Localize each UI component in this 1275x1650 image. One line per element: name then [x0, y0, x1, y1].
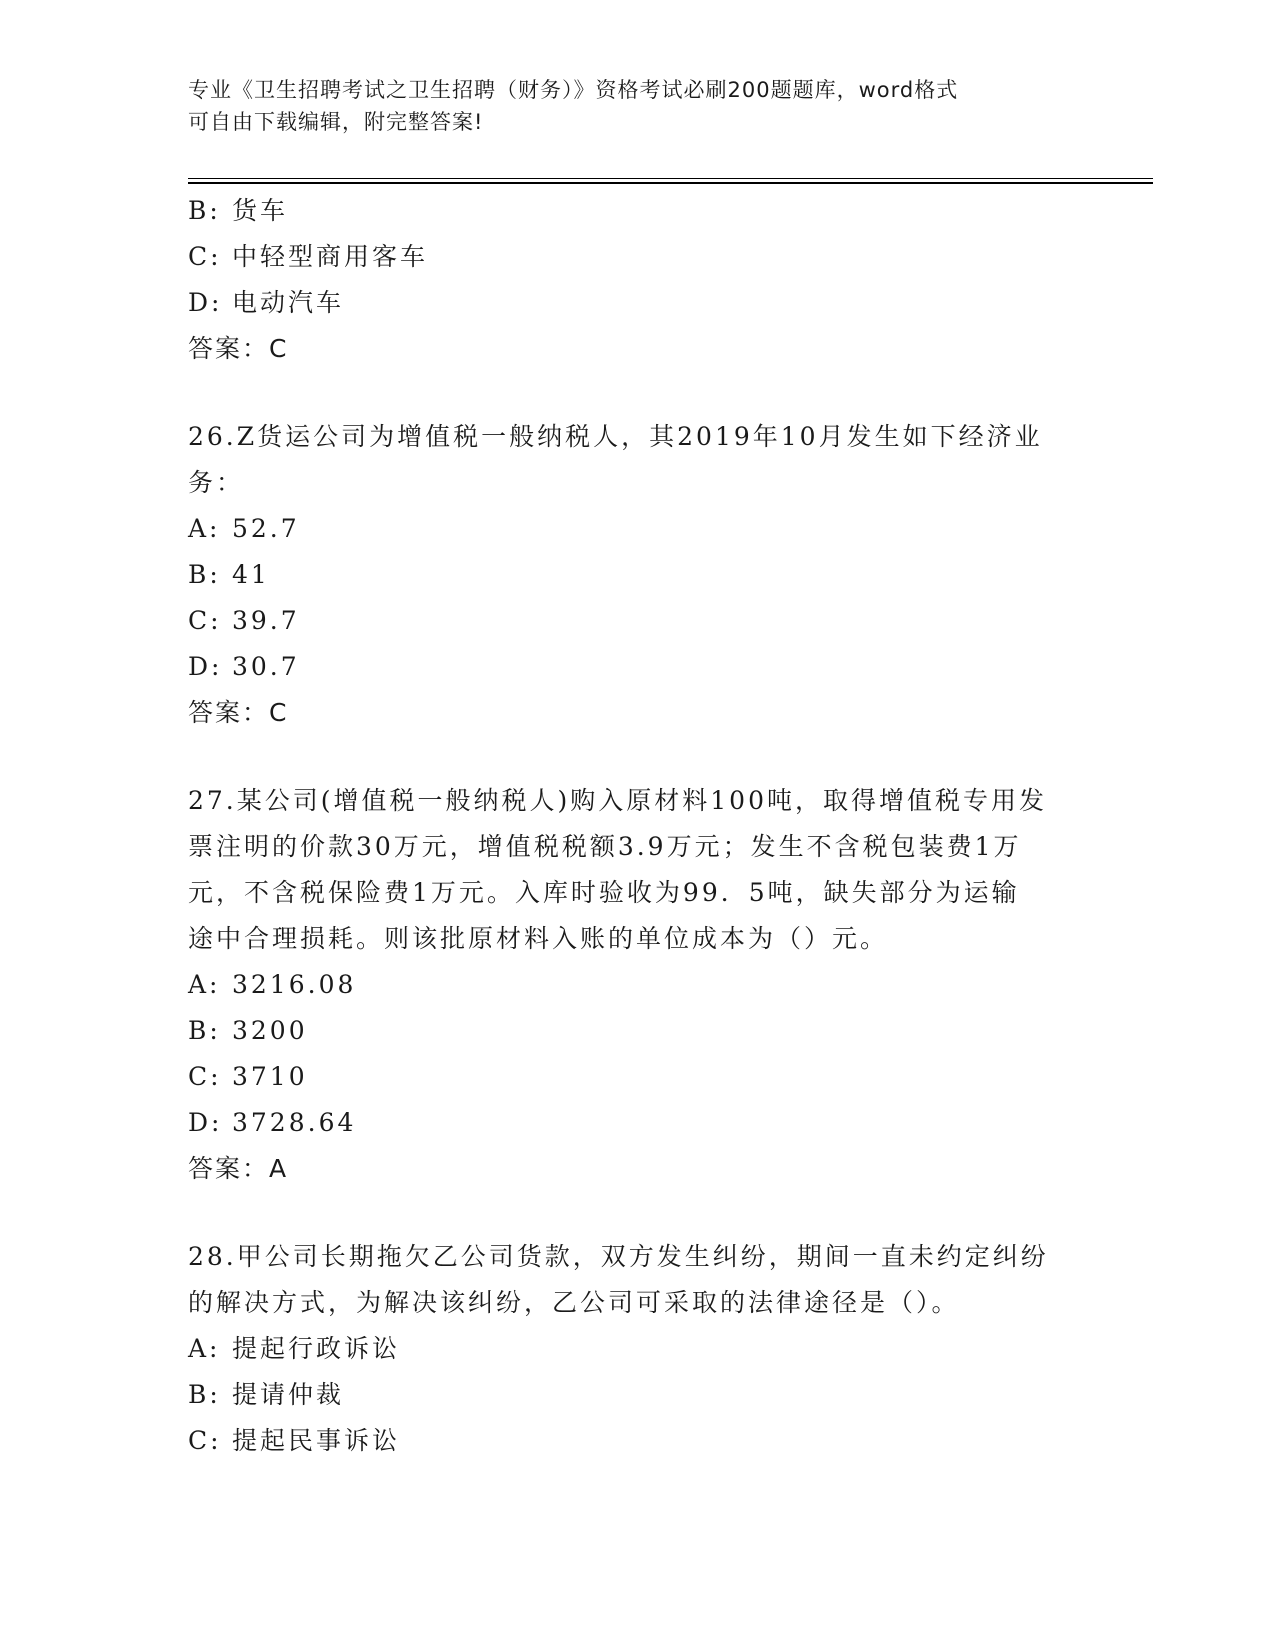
- option-text: 货车: [232, 196, 289, 225]
- option-key: B:: [188, 1016, 221, 1045]
- option-key: D:: [188, 288, 223, 317]
- option-text: 3216.08: [232, 970, 357, 999]
- option-text: 39.7: [232, 606, 300, 635]
- option-b: [188, 1008, 1088, 1054]
- question-stem: 务：: [188, 468, 245, 497]
- option-c: [188, 598, 1088, 644]
- question-stem: 元，不含税保险费1万元。入库时验收为99．5吨，缺失部分为运输: [188, 878, 1020, 907]
- header-divider-thick: [188, 182, 1153, 184]
- option-b: [188, 1372, 1088, 1418]
- option-text: 52.7: [232, 514, 300, 543]
- option-key: D:: [188, 652, 223, 681]
- option-key: A:: [188, 1334, 221, 1363]
- option-c: [188, 1054, 1088, 1100]
- option-text: 3728.64: [232, 1108, 357, 1137]
- option-key: C:: [188, 1426, 222, 1455]
- option-key: B:: [188, 196, 221, 225]
- question-stem: 26.Z货运公司为增值税一般纳税人，其2019年10月发生如下经济业: [188, 422, 1043, 451]
- answer-label: 答案：C: [188, 334, 289, 363]
- option-text: 30.7: [232, 652, 300, 681]
- option-text: 3200: [232, 1016, 308, 1045]
- option-key: D:: [188, 1108, 223, 1137]
- question-28: [188, 1234, 1088, 1464]
- option-b: [188, 552, 1088, 598]
- option-d: [188, 280, 1088, 326]
- spacer: [188, 736, 1088, 778]
- option-a: [188, 1326, 1088, 1372]
- question-stem: 28.甲公司长期拖欠乙公司货款，双方发生纠纷，期间一直未约定纠纷: [188, 1242, 1049, 1271]
- option-key: B:: [188, 1380, 221, 1409]
- answer-label: 答案：A: [188, 1154, 289, 1183]
- option-c: [188, 1418, 1088, 1464]
- option-text: 41: [232, 560, 270, 589]
- option-b: [188, 188, 1088, 234]
- question-25: [188, 188, 1088, 372]
- option-text: 提请仲裁: [232, 1380, 345, 1409]
- option-text: 3710: [232, 1062, 308, 1091]
- question-stem: 的解决方式，为解决该纠纷，乙公司可采取的法律途径是（）。: [188, 1288, 960, 1317]
- option-d: [188, 1100, 1088, 1146]
- header-line-1: 专业《卫生招聘考试之卫生招聘（财务）》资格考试必刷200题题库，word格式: [188, 78, 959, 102]
- option-key: A:: [188, 514, 221, 543]
- option-key: C:: [188, 1062, 222, 1091]
- option-a: [188, 506, 1088, 552]
- option-d: [188, 644, 1088, 690]
- document-body: [188, 188, 1088, 1464]
- document-header: [188, 74, 1088, 138]
- option-key: C:: [188, 242, 222, 271]
- spacer: [188, 1192, 1088, 1234]
- question-stem: 途中合理损耗。则该批原材料入账的单位成本为（）元。: [188, 924, 889, 953]
- header-line-2: 可自由下载编辑，附完整答案!: [188, 110, 484, 134]
- option-key: B:: [188, 560, 221, 589]
- question-stem: 27.某公司(增值税一般纳税人)购入原材料100吨，取得增值税专用发: [188, 786, 1047, 815]
- option-text: 中轻型商用客车: [232, 242, 429, 271]
- option-c: [188, 234, 1088, 280]
- question-stem: 票注明的价款30万元，增值税税额3.9万元；发生不含税包装费1万: [188, 832, 1022, 861]
- option-text: 提起民事诉讼: [232, 1426, 401, 1455]
- question-27: [188, 778, 1088, 1192]
- option-text: 电动汽车: [232, 288, 345, 317]
- answer-label: 答案：C: [188, 698, 289, 727]
- option-key: C:: [188, 606, 222, 635]
- option-text: 提起行政诉讼: [232, 1334, 401, 1363]
- question-26: [188, 414, 1088, 736]
- header-divider-thin: [188, 178, 1153, 179]
- option-key: A:: [188, 970, 221, 999]
- spacer: [188, 372, 1088, 414]
- option-a: [188, 962, 1088, 1008]
